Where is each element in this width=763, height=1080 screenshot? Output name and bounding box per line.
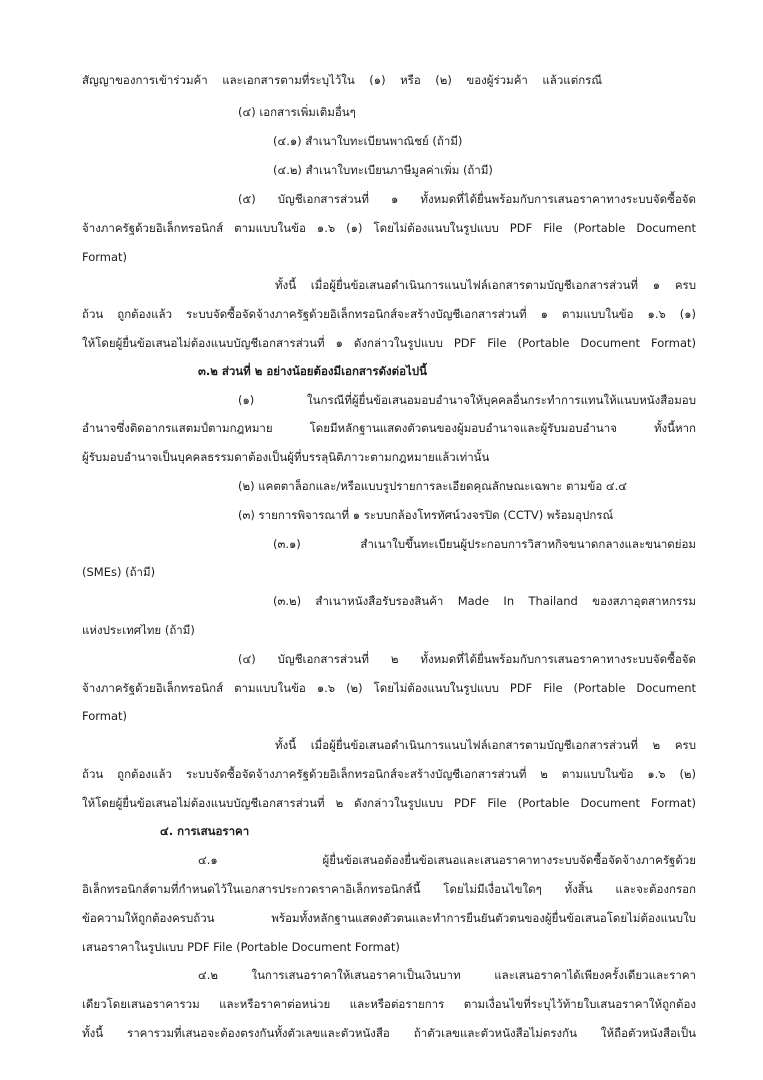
paragraph-line: ถ้วน ถูกต้องแล้ว ระบบจัดซื้อจัดจ้างภาครัฐด้วยอิเล็กทรอนิกส์จะสร้างบัญชีเอกสารส่วนที่ ๒ ตามแบบในข้อ ๑.๖ (๒) <box>82 767 696 781</box>
paragraph-line: ให้โดยผู้ยื่นข้อเสนอไม่ต้องแนบบัญชีเอกสารส่วนที่ ๑ ดังกล่าวในรูปแบบ PDF File (Portable Document Format) <box>82 336 696 350</box>
list-item: (๔.๒) สำเนาใบทะเบียนภาษีมูลค่าเพิ่ม (ถ้ามี) <box>273 163 493 177</box>
paragraph-line: ๔.๒ ในการเสนอราคาให้เสนอราคาเป็นเงินบาท และเสนอราคาได้เพียงครั้งเดียวและราคา <box>198 968 696 982</box>
list-item: (๓.๑) สำเนาใบขึ้นทะเบียนผู้ประกอบการวิสาหกิจขนาดกลางและขนาดย่อม <box>273 537 696 551</box>
paragraph-line: ทั้งนี้ เมื่อผู้ยื่นข้อเสนอดำเนินการแนบไฟล์เอกสารตามบัญชีเอกสารส่วนที่ ๒ ครบ <box>275 738 696 752</box>
list-item: (๔) บัญชีเอกสารส่วนที่ ๒ ทั้งหมดที่ได้ยื่นพร้อมกับการเสนอราคาทางระบบจัดซื้อจัด <box>238 652 696 666</box>
paragraph-line: ข้อความให้ถูกต้องครบถ้วน พร้อมทั้งหลักฐานแสดงตัวตนและทำการยืนยันตัวตนของผู้ยื่นข้อเสนอโดยไม่ต้องแนบใบ <box>82 911 696 925</box>
list-item: (๔) เอกสารเพิ่มเติมอื่นๆ <box>238 105 356 119</box>
paragraph-line: แห่งประเทศไทย (ถ้ามี) <box>82 623 195 637</box>
paragraph-line: อำนาจซึ่งติดอากรแสตมป์ตามกฎหมาย โดยมีหลักฐานแสดงตัวตนของผู้มอบอำนาจและผู้รับมอบอำนาจ ทั้งนี้หาก <box>82 421 696 435</box>
paragraph-line: Format) <box>82 709 128 723</box>
paragraph-line: ผู้รับมอบอำนาจเป็นบุคคลธรรมดาต้องเป็นผู้ที่บรรลุนิติภาวะตามกฎหมายแล้วเท่านั้น <box>82 450 490 464</box>
paragraph-line: เดียวโดยเสนอราคารวม และหรือราคาต่อหน่วย และหรือต่อรายการ ตามเงื่อนไขที่ระบุไว้ท้ายใบเสนอราคาให้ถูกต้อง <box>82 997 696 1011</box>
paragraph-line: จ้างภาครัฐด้วยอิเล็กทรอนิกส์ ตามแบบในข้อ ๑.๖ (๒) โดยไม่ต้องแนบในรูปแบบ PDF File (Portable Document <box>82 681 696 695</box>
paragraph-line: ถ้วน ถูกต้องแล้ว ระบบจัดซื้อจัดจ้างภาครัฐด้วยอิเล็กทรอนิกส์จะสร้างบัญชีเอกสารส่วนที่ ๑ ตามแบบในข้อ ๑.๖ (๑) <box>82 307 696 321</box>
paragraph-line: ทั้งนี้ เมื่อผู้ยื่นข้อเสนอดำเนินการแนบไฟล์เอกสารตามบัญชีเอกสารส่วนที่ ๑ ครบ <box>275 278 696 292</box>
paragraph-line: ๔.๑ ผู้ยื่นข้อเสนอต้องยื่นข้อเสนอและเสนอราคาทางระบบจัดซื้อจัดจ้างภาครัฐด้วย <box>198 853 696 867</box>
paragraph-line: เสนอราคาในรูปแบบ PDF File (Portable Document Format) <box>82 940 400 954</box>
list-item: (๑) ในกรณีที่ผู้ยื่นข้อเสนอมอบอำนาจให้บุคคลอื่นกระทำการแทนให้แนบหนังสือมอบ <box>238 393 696 407</box>
paragraph-line: สัญญาของการเข้าร่วมค้า และเอกสารตามที่ระบุไว้ใน (๑) หรือ (๒) ของผู้ร่วมค้า แล้วแต่กรณี <box>82 73 602 87</box>
paragraph-line: Format) <box>82 250 128 264</box>
paragraph-line: (SMEs) (ถ้ามี) <box>82 565 156 579</box>
list-item: (๕) บัญชีเอกสารส่วนที่ ๑ ทั้งหมดที่ได้ยื่นพร้อมกับการเสนอราคาทางระบบจัดซื้อจัด <box>238 192 696 206</box>
list-item: (๓.๒) สำเนาหนังสือรับรองสินค้า Made In Thailand ของสภาอุตสาหกรรม <box>273 594 696 608</box>
paragraph-line: จ้างภาครัฐด้วยอิเล็กทรอนิกส์ ตามแบบในข้อ ๑.๖ (๑) โดยไม่ต้องแนบในรูปแบบ PDF File (Portable Document <box>82 221 696 235</box>
section-heading: ๔. การเสนอราคา <box>160 824 250 838</box>
paragraph-line: อิเล็กทรอนิกส์ตามที่กำหนดไว้ในเอกสารประกวดราคาอิเล็กทรอนิกส์นี้ โดยไม่มีเงื่อนไขใดๆ ทั้งสิ้น และจะต้องกรอก <box>82 882 696 896</box>
paragraph-line: ทั้งนี้ ราคารวมที่เสนอจะต้องตรงกันทั้งตัวเลขและตัวหนังสือ ถ้าตัวเลขและตัวหนังสือไม่ตรงกัน ให้ถือตัวหนังสือเป็น <box>82 1026 696 1040</box>
paragraph-line: ให้โดยผู้ยื่นข้อเสนอไม่ต้องแนบบัญชีเอกสารส่วนที่ ๒ ดังกล่าวในรูปแบบ PDF File (Portable Document Format) <box>82 796 696 810</box>
list-item: (๓) รายการพิจารณาที่ ๑ ระบบกล้องโทรทัศน์วงจรปิด (CCTV) พร้อมอุปกรณ์ <box>238 508 614 522</box>
list-item: (๔.๑) สำเนาใบทะเบียนพาณิชย์ (ถ้ามี) <box>273 134 463 148</box>
section-heading: ๓.๒ ส่วนที่ ๒ อย่างน้อยต้องมีเอกสารดังต่อไปนี้ <box>198 364 427 378</box>
list-item: (๒) แคตตาล็อกและ/หรือแบบรูปรายการละเอียดคุณลักษณะเฉพาะ ตามข้อ ๔.๔ <box>238 479 627 493</box>
